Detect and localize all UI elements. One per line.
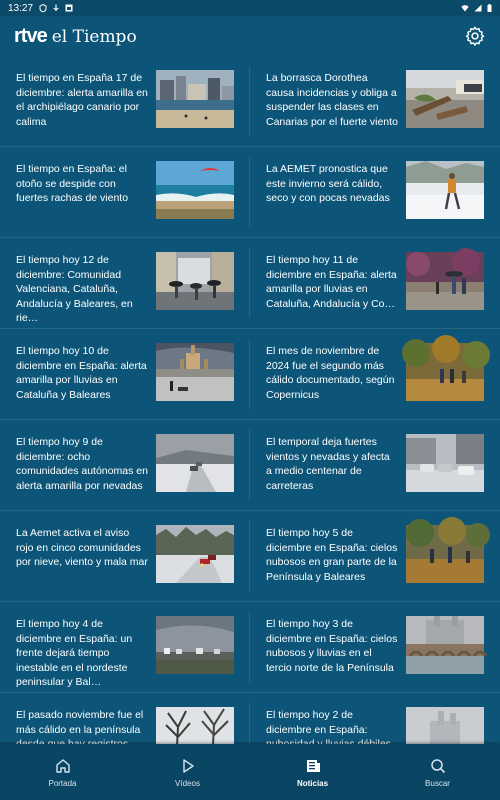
news-title: El tiempo en España: el otoño se despide con fuertes rachas de viento (16, 163, 129, 204)
news-card[interactable] (0, 511, 250, 601)
news-thumbnail (156, 343, 234, 401)
news-card[interactable] (250, 329, 500, 419)
nav-buscar[interactable] (375, 744, 500, 800)
signal-icon (474, 4, 482, 12)
news-title: El tiempo hoy 2 de diciembre en España: (266, 709, 368, 736)
vpn-icon (39, 4, 47, 12)
news-title: El tiempo hoy 9 de diciembre: ocho comunidades autónomas en alerta amarilla por nevadas (16, 436, 148, 492)
gear-icon[interactable] (464, 25, 486, 47)
news-card[interactable] (0, 329, 250, 419)
news-card[interactable] (250, 420, 500, 510)
nav-buscar-label: Buscar (425, 778, 450, 788)
news-card[interactable] (0, 56, 250, 146)
news-thumbnail (406, 161, 484, 219)
news-card[interactable] (0, 420, 250, 510)
wifi-icon (461, 4, 469, 12)
app-title: el Tiempo (51, 26, 137, 47)
news-thumbnail (406, 525, 484, 583)
news-title: El tiempo hoy 11 de diciembre en España: alerta amarilla por lluvias en Cataluña, Andalucía y Co… (266, 254, 397, 310)
news-card[interactable] (250, 602, 500, 692)
notification-image-icon (65, 4, 73, 12)
news-row (0, 147, 500, 238)
news-thumbnail (156, 525, 234, 583)
news-title: El pasado noviembre fue el más cálido en la península (16, 709, 144, 736)
news-thumbnail (156, 616, 234, 674)
status-bar (0, 0, 500, 16)
news-row (0, 56, 500, 147)
news-card[interactable] (0, 602, 250, 692)
nav-portada-label: Portada (48, 778, 77, 788)
battery-icon (487, 4, 492, 12)
nav-videos[interactable] (125, 744, 250, 800)
news-title: El tiempo hoy 3 de diciembre en España: cielos nubosos y lluvias en el tercio norte de la Península (266, 618, 398, 674)
column-divider (249, 339, 250, 409)
news-icon (304, 757, 322, 775)
news-title: El tiempo hoy 4 de diciembre en España: un frente dejará tiempo inestable en el nordeste peninsular y Bal… (16, 618, 133, 688)
news-thumbnail (406, 343, 484, 401)
news-title: El tiempo hoy 10 de diciembre en España: alerta amarilla por lluvias en Cataluña y Baleares (16, 345, 147, 401)
column-divider (249, 157, 250, 227)
news-title: El tiempo hoy 12 de diciembre: Comunidad Valenciana, Cataluña, Andalucía y Baleares, en rie… (16, 254, 133, 324)
news-thumbnail (406, 70, 484, 128)
column-divider (249, 248, 250, 318)
nav-videos-label: Vídeos (175, 778, 200, 788)
news-thumbnail (406, 252, 484, 310)
column-divider (249, 430, 250, 500)
home-icon (54, 757, 72, 775)
column-divider (249, 66, 250, 136)
news-row (0, 238, 500, 329)
news-card[interactable] (250, 56, 500, 146)
news-card[interactable] (250, 238, 500, 328)
news-title: El tiempo en España 17 de diciembre: alerta amarilla en el archipiélago canario por calima (16, 72, 148, 128)
news-thumbnail (156, 161, 234, 219)
news-row (0, 511, 500, 602)
news-title: El temporal deja fuertes vientos y nevadas y afecta a medio centenar de carreteras (266, 436, 390, 492)
brand-logo: rtve (14, 24, 47, 47)
news-card[interactable] (250, 511, 500, 601)
news-row (0, 329, 500, 420)
news-row (0, 602, 500, 693)
bottom-navigation (0, 744, 500, 800)
news-card[interactable] (250, 147, 500, 237)
news-title: La Aemet activa el aviso rojo en cinco comunidades por nieve, viento y mala mar (16, 527, 148, 568)
app-logo (14, 25, 137, 48)
search-icon (429, 757, 447, 775)
news-row (0, 420, 500, 511)
news-title: La borrasca Dorothea causa incidencias y obliga a suspender las clases en Canarias por el fuerte viento (266, 72, 398, 128)
column-divider (249, 521, 250, 591)
news-title: El tiempo hoy 5 de diciembre en España: cielos nubosos en gran parte de la Península y Baleares (266, 527, 398, 583)
news-grid (0, 56, 500, 744)
column-divider (249, 612, 250, 682)
news-thumbnail (156, 434, 234, 492)
news-title: El mes de noviembre de 2024 fue el segundo más cálido documentado, según Copernicus (266, 345, 395, 401)
nav-portada[interactable] (0, 744, 125, 800)
news-card[interactable] (0, 238, 250, 328)
download-icon (52, 4, 60, 12)
nav-noticias-label: Noticias (296, 778, 329, 788)
news-card[interactable] (0, 147, 250, 237)
news-thumbnail (156, 70, 234, 128)
news-title: La AEMET pronostica que este invierno será cálido, seco y con pocas nevadas (266, 163, 390, 204)
play-icon (179, 757, 197, 775)
news-thumbnail (406, 434, 484, 492)
news-thumbnail (406, 616, 484, 674)
nav-noticias[interactable] (250, 744, 375, 800)
status-time: 13:27 (8, 2, 34, 14)
app-bar (0, 16, 500, 56)
news-thumbnail (156, 252, 234, 310)
